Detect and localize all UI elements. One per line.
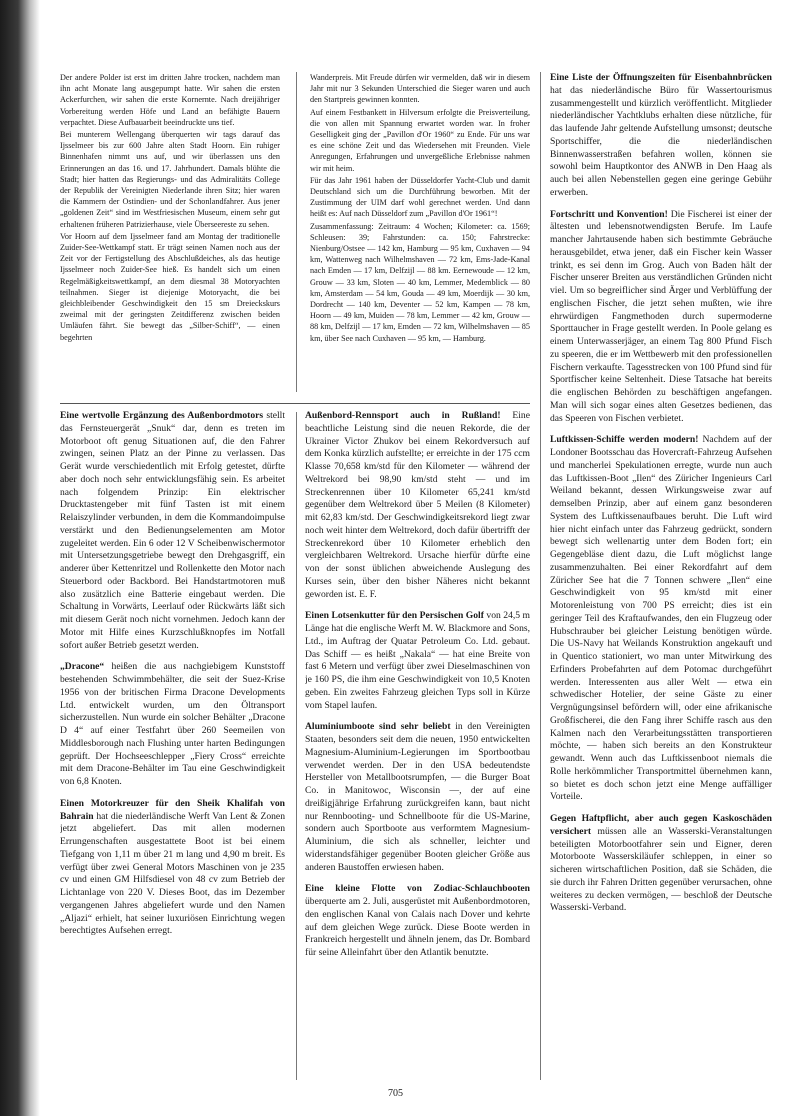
paragraph: Wanderpreis. Mit Freude dürfen wir vermelden, daß wir in diesem Jahr mit nur 3 Sekunden Unterschied die Sieger waren und auch den Startpreis gewinnen konnten. [310, 73, 530, 105]
article-heading: Luftkissen-Schiffe werden modern! [550, 434, 699, 446]
article-text: heißen die aus nachgiebigem Kunststoff bestehenden Schwimmbehälter, die seit der Suez-Krise 1956 von der britischen Firma Dracone Developments Ltd. entwickelt wurden, um den Öltransport sicherzustellen. Nun wurde ein solcher Behälter „Dracone D 4“ auf einer Testfahrt über 260 Seemeilen von Middlesborough nach Flushing unter harten Bedingungen geprüft. Der Hochseeschlepper „Fiery Cross“ erreichte mit dem Dracone-Behälter im Tau eine Geschwindigkeit von 6,8 Knoten. [60, 661, 285, 787]
article-text: Nachdem auf der Londoner Bootsschau das Hovercraft-Fahrzeug Aufsehen und mancherlei Spekulationen erregte, wurde nun auch das Luftkissen-Boot „Ilen“ des Züricher Ingenieurs Carl Weiland bekannt, dessen Wirkungsweise zwar auf demselben Prinzip, aber auf einem ganz besonderen System des Luftkissenaufbaues beruht. Die Luft wird hier nicht einfach unter das Fahrzeug gedrückt, sondern bewegt sich wellenartig unter dem Boden fort; ein Gegengebläse dient dazu, die Luft möglichst lange zusammenzuhalten. Bei einer Rekordfahrt auf dem Züricher See hat die 7 Tonnen schwere „Ilen“ eine Geschwindigkeit von 95 km/std mit einer Motorenleistung von 700 PS erreicht; dies ist ein geringer Teil des Kraftaufwandes, den ein Flugzeug oder Hubschrauber bei gleicher Leistung benötigen würde. Die US-Navy hat Weilands Konstruktion angekauft und in Quentico stationiert, wo man unter Mitwirkung des Erfinders Probefahrten auf dem Potomac durchgeführt werden. Interessenten aus aller Welt — etwa ein schwedischer Hotelier, der seine Gäste zu einer Vergnügungsinsel befördern will, oder eine afrikanische Großfischerei, die den Fang ihrer Schiffe rasch aus den Kalmen nach den Verarbeitungsstätten transportieren möchte, — haben sich bereits an den Konstrukteur gewandt. Wenn auch das Luftkissenboot niemals die Rolle herkömmlicher Transportmittel übernehmen kann, so bietet es doch schon jetzt eine Menge auffälliger Vorteile. [550, 434, 772, 803]
article-text: stellt das Fernsteuergerät „Snuk“ dar, denn es treten im Motorboot oft genug Situationen auf, die den Fahrer zwingen, seinen Platz an der Pinne zu verlassen. Das Gerät wurde verschiedentlich mit Erfolg getestet, dürfte aber doch noch sehr entwicklungsfähig sein. Es arbeitet nach folgendem Prinzip: Ein elektrischer Drucktastengeber mit fünf Tasten ist mit einem Relaiszylinder verbunden, in dem die Kommandoimpulse verstärkt und den Bedienungselementen am Motor zugeleitet werden. Ein 6 oder 12 V Scheibenwischermotor mit Untersetzungsgetriebe bewegt den Drehgasgriff, ein anderer über Kettenritzel und Rollenkette den Motor nach Steuerbord oder Backbord. Bei Handstartmotoren muß also zusätzlich eine Batterie eingebaut werden. Die Schaltung in Vorwärts, Leerlauf oder Rückwärts läßt sich mit diesem Gerät noch nicht vornehmen. Jedoch kann der Motor mit Hilfe eines Kurzschlußknopfes im Notfall sofort außer Betrieb gesetzt werden. [60, 410, 285, 651]
column-divider [540, 72, 541, 1080]
page-number: 705 [388, 1088, 403, 1099]
article-text: hat die niederländische Werft Van Lent & Zonen jetzt abgeliefert. Das mit allen modernen Errungenschaften ausgestattete Boot ist bei einem Tiefgang von 1,11 m über 21 m lang und 4,90 m breit. Es verfügt über zwei General Motors Maschinen von je 235 cv und einen GM Hilfsdiesel von 48 cv zum Betrieb der Lichtanlage von 220 V. Dieses Boot, das im Dezember vergangenen Jahres abgeliefert wurde und den Namen „Aljazi“ erhielt, hat seiner luxuriösen Einrichtung wegen berechtigtes Aufsehen erregt. [60, 810, 285, 937]
article [305, 410, 530, 601]
article-text: Die Fischerei ist einer der ältesten und lebensnotwendigsten Berufe. Im Laufe mancher Jahrtausende haben sich bestimmte Gebräuche herausgebildet, etwa jener, daß ein Fischer kein Wasser trinkt, es sei denn im Grog. Auch von Baden hält der Fischer unserer Breiten aus verständlichen Gründen nicht viel. Um so begreiflicher sind Ärger und Verblüffung der englischen Fischer, die jetzt sehen mußten, wie ihre ehrwürdigen Fangmethoden durch supermoderne Sporttaucher in Frage gestellt werden. In Poole gelang es einem Unterwasserjäger, an einem Tag 800 Pfund Fisch zu speeren, die er im Wettbewerb mit den professionellen Fischern verkaufte. Tagesstrecken von 100 Pfund sind für Sportfischer keine Seltenheit. Diese Tatsache hat bereits die englischen Behörden zu beschäftigen angefangen. Man will sich sogar eines alten Gesetzes bedienen, das das Speeren von Fischen verbietet. [550, 208, 772, 424]
paragraph: Auf einem Festbankett in Hilversum erfolgte die Preisverteilung, die von allen mit Spannung erwartet worden war. In froher Geselligkeit ging der „Pavillon d'Or 1960“ zu Ende. Für uns war es eine schöne Zeit und das Wiedersehen mit Freunden. Viele Anregungen, Erfahrungen und unvergeßliche Erlebnisse nahmen wir mit heim. [310, 107, 530, 173]
column-top-left [60, 72, 280, 394]
article-text: müssen alle an Wasserski-Veranstaltungen beteiligten Motorbootfahrer sein und Eigner, deren Motorboote Wasserskiläufer schleppen, in einer so sicheren wirtschaftlichen Position, daß sie Schäden, die sie durch ihr Fahren Dritten gegenüber verursachen, ohne weiteres zu decken vermögen, — beschloß der Deutsche Wasserski-Verband. [550, 825, 772, 914]
article-text: Eine beachtliche Leistung sind die neuen Rekorde, die der Ukrainer Victor Zhukov bei einem Rekordversuch auf dem Konka kürzlich aufstellte; er erreichte in der 175 ccm Klasse 70,658 km/std für den Kilometer — während der Weltrekord bei 98,90 km/std steht — und im Streckenrennen über 10 Kilometer 65,241 km/std gegenüber dem Weltrekord über 5 Meilen (8 Kilometer) mit 62,83 km/std. Der Geschwindigkeitsrekord liegt zwar noch weit hinter dem Weltrekord, doch dafür übertrifft der Streckenrekord über 10 Kilometer erheblich den vergleichbaren Weltrekord. Ursache hierfür dürfte eine von der sonst üblichen abweichende Auslegung des Kurses sein, über den bisher Näheres nicht bekannt geworden ist. E. F. [305, 410, 530, 600]
column-divider [296, 72, 297, 392]
article [550, 813, 772, 915]
article [550, 209, 772, 426]
article-heading: Einen Lotsenkutter für den Persischen Golf [305, 610, 484, 622]
binding-shadow [0, 0, 40, 1116]
column-top-middle [310, 72, 530, 394]
article-heading: Eine kleine Flotte von Zodiac-Schlauchbooten [305, 883, 530, 895]
article-text: in den Vereinigten Staaten, besonders seit dem die neuen, 1950 entwickelten Magnesium-Aluminium-Legierungen im Sportbootbau verwendet werden. Der in den USA bedeutendste Hersteller von Metallbootsrumpfen, — die Burger Boat Co. in Manitowoc, Wisconsin —, der auf eine dreißigjährige Erfahrung zurückgreifen kann, baut nicht nur Rennbooting- und Schnellboote für die US-Marine, sondern auch Sportboote aus verformtem Magnesium-Aluminium, die sich als schneller, leichter und widerstandsfähiger gegenüber Booten gleicher Größe aus anderen Baustoffen erwiesen haben. [305, 721, 530, 873]
article-text: hat das niederländische Büro für Wassertourismus zusammengestellt und kürzlich veröffentlicht. Mitglieder niederländischer Yachtklubs erhalten diese nützliche, für das laufende Jahr geltende Aufstellung umsonst; deutsche Sportschiffer, die die niederländischen Binnenwasserstraßen befahren wollen, können sie sowohl beim Hauptkontor des ANWB in Den Haag als auch bei allen Nebenstellen gegen eine geringe Gebühr erwerben. [550, 84, 772, 198]
paragraph: Der andere Polder ist erst im dritten Jahre trocken, nachdem man ihn acht Monate lang ausgepumpt hatte. Wir sahen die ersten Ackerfurchen, wir sahen die erste Kornernte. Nach dreijähriger Vorbereitung werden Höfe und Land an befähigte Bauern verpachtet. Diese Aufbauarbeit beeindruckte uns tief. [60, 73, 280, 127]
column-bottom-left [60, 410, 285, 1082]
article-heading: Aluminiumboote sind sehr beliebt [305, 721, 451, 733]
article-heading: Gegen Haftpflicht, aber auch gegen Kaskoschäden versichert [550, 813, 772, 837]
article-heading: „Dracone“ [60, 661, 105, 673]
article-heading: Eine Liste der Öffnungszeiten für Eisenbahnbrücken [550, 72, 772, 83]
article-heading: Fortschritt und Konvention! [550, 208, 668, 220]
summary-paragraph: Zusammenfassung: Zeitraum: 4 Wochen; Kilometer: ca. 1569; Schleusen: 39; Fahrstunden: ca. 150; Fahrstrecke: Nienburg/Ostsee — 142 km, Hamburg — 95 km, Cuxhaven — 94 km, Wattenweg nach Wilhelmshaven — 72 km, Ems-Jade-Kanal nach Emden — 17 km, Delfzijl — 88 km. Eernewoude — 12 km, Grouw — 33 km, Sloten — 40 km, Lemmer, Medemblick — 80 km, Amsterdam — 54 km, Gouda — 49 km, Moerdijk — 30 km, Dordrecht — 140 km, Deventer — 52 km, Kampen — 78 km, Hoorn — 49 km, Muiden — 78 km, Lemmer — 42 km, Grouw — 88 km, Delfzijl — 17 km, Emden — 72 km, Wilhelmshaven — 85 km, über See nach Cuxhaven — 95 km, — Hamburg. [310, 221, 530, 343]
article-heading: Außenbord-Rennsport auch in Rußland! [305, 410, 501, 421]
article [305, 610, 530, 712]
article-heading: Einen Motorkreuzer für den Sheik Khalifah von Bahrain [60, 797, 285, 822]
article [305, 883, 530, 960]
paragraph: Bei munterem Wellengang überquerten wir tags darauf das Ijsselmeer bis zur 600 Jahre alten Stadt Hoorn. Ein ruhiger Binnenhafen nimmt uns auf, und wir überlassen uns den Erinnerungen an das 16. und 17. Jahrhundert. Damals blühte die Stadt; hier hatten das Regierungs- und das Admiralitäts College der Republik der Vereinigten Niederlande ihren Sitz; hier waren die Kammern der Ostindien- und der Schonlandfahrer. Aus jener „goldenen Zeit“ sind im Westfriesischen Museum, einem sehr gut erhaltenen früheren Patrizierhause, viele Überseereste zu sehen. [60, 130, 280, 229]
article [550, 72, 772, 200]
section-rule [60, 403, 530, 404]
article [550, 434, 772, 804]
article [60, 661, 285, 789]
paragraph: Für das Jahr 1961 haben der Düsseldorfer Yacht-Club und damit Deutschland sich um die Durchführung beworben. Mit der Zustimmung der UIM darf wohl gerechnet werden. Und dann heißt es: Auf nach Düsseldorf zum „Pavillon d'Or 1961“! [310, 175, 530, 219]
article [60, 798, 285, 938]
column-bottom-middle [305, 410, 530, 1082]
article-heading: Eine wertvolle Ergänzung des Außenbordmotors [60, 410, 264, 421]
article-text: von 24,5 m Länge hat die englische Werft M. W. Blackmore and Sons, Ltd., im Auftrag der Quatar Petroleum Co. Ltd. gebaut. Das Schiff — es heißt „Nakala“ — hat eine Breite von fast 6 Metern und verfügt über zwei Dieselmaschinen von je 160 PS, die ihm eine Geschwindigkeit von 10,5 Knoten geben. Ein zweites Fahrzeug gleichen Typs soll in Kürze vom Stapel laufen. [305, 610, 530, 711]
article-text: überquerte am 2. Juli, ausgerüstet mit Außenbordmotoren, den englischen Kanal von Calais nach Dover und kehrte auf dem gleichen Wege zurück. Diese Boote werden in Frankreich hergestellt und ähneln jenem, das Dr. Bombard für seine Alleinfahrt über den Atlantik benutzte. [305, 896, 530, 958]
paragraph: Vor Hoorn auf dem Ijsselmeer fand am Montag der traditionelle Zuider-See-Wettkampf statt. Er trägt seinen Namen noch aus der Zeit vor der Fertigstellung des Abschlußdeiches, als das heutige Ijsselmeer noch Zuider-See hieß. Es handelt sich um einen Regelmäßigkeitswettkampf, an dem diesmal 38 Motoryachten teilnahmen. Sieger ist diejenige Motoryacht, die bei gleichbleibender Geschwindigkeit den 15 sm Dreieckskurs zweimal mit der geringsten Zeitdifferenz zwischen beiden Umläufen fährt. Sie bewegt das „Silber-Schiff“, — einen begehrten [60, 231, 280, 342]
article [305, 721, 530, 874]
column-divider [296, 412, 297, 1080]
column-right [550, 72, 772, 1082]
article [60, 410, 285, 652]
